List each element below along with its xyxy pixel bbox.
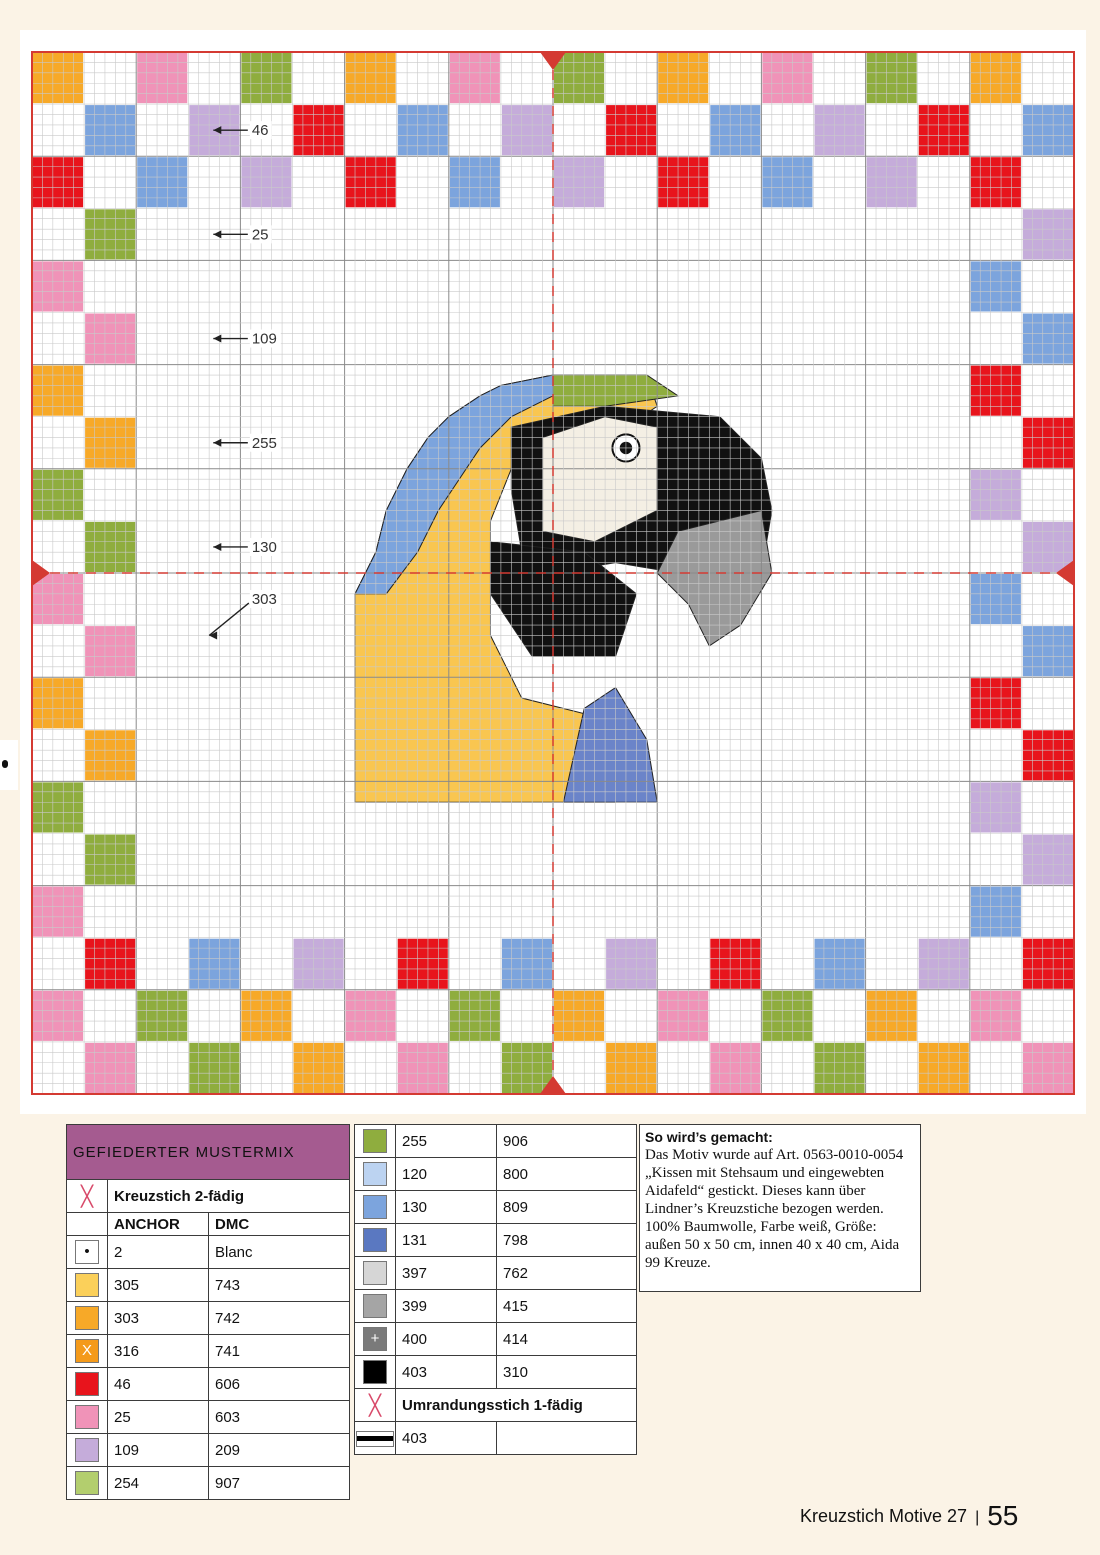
border-block bbox=[33, 678, 83, 728]
swatch-symbol bbox=[364, 1229, 386, 1251]
border-block bbox=[85, 522, 135, 572]
border-block bbox=[1023, 835, 1073, 885]
anchor-code: 120 bbox=[396, 1158, 497, 1191]
swatch-symbol bbox=[364, 1130, 386, 1152]
chart-svg bbox=[20, 30, 1086, 1114]
border-block bbox=[867, 991, 917, 1041]
swatch-symbol: + bbox=[370, 1330, 380, 1347]
anchor-code: 46 bbox=[108, 1368, 209, 1401]
outline-dmc bbox=[497, 1422, 637, 1455]
border-block bbox=[1023, 730, 1073, 780]
dmc-code: 741 bbox=[209, 1335, 350, 1368]
border-block bbox=[554, 991, 604, 1041]
callout-label: 303 bbox=[251, 591, 277, 609]
swatch-symbol bbox=[364, 1262, 386, 1284]
anchor-code: 2 bbox=[108, 1236, 209, 1269]
legend-row bbox=[67, 1434, 350, 1467]
border-block bbox=[85, 314, 135, 364]
anchor-code: 403 bbox=[396, 1356, 497, 1389]
border-block bbox=[502, 939, 552, 989]
border-block bbox=[762, 991, 812, 1041]
border-block bbox=[554, 53, 604, 103]
legend-row bbox=[355, 1257, 637, 1290]
legend-table-left bbox=[66, 1124, 350, 1500]
legend-row bbox=[67, 1269, 350, 1302]
border-block bbox=[867, 157, 917, 207]
legend-row bbox=[355, 1191, 637, 1224]
legend-row bbox=[355, 1356, 637, 1389]
legend-row bbox=[355, 1125, 637, 1158]
color-swatch bbox=[363, 1294, 387, 1318]
border-block bbox=[189, 939, 239, 989]
anchor-code: 397 bbox=[396, 1257, 497, 1290]
color-swatch bbox=[363, 1327, 387, 1351]
border-block bbox=[85, 939, 135, 989]
dmc-code: 209 bbox=[209, 1434, 350, 1467]
dmc-column-header: DMC bbox=[209, 1213, 350, 1236]
dmc-code: 762 bbox=[497, 1257, 637, 1290]
border-block bbox=[137, 53, 187, 103]
border-block bbox=[33, 887, 83, 937]
cross-stitch-chart bbox=[20, 30, 1086, 1114]
border-block bbox=[33, 991, 83, 1041]
border-block bbox=[33, 366, 83, 416]
dmc-code: 603 bbox=[209, 1401, 350, 1434]
border-block bbox=[137, 157, 187, 207]
border-block bbox=[762, 53, 812, 103]
page-edge-mark bbox=[0, 740, 18, 790]
legend-outline-color-row bbox=[355, 1422, 637, 1455]
legend-table-right bbox=[354, 1124, 637, 1455]
border-block bbox=[919, 1043, 969, 1093]
dmc-code: 800 bbox=[497, 1158, 637, 1191]
color-swatch bbox=[75, 1240, 99, 1264]
anchor-column-header: ANCHOR bbox=[108, 1213, 209, 1236]
border-block bbox=[502, 105, 552, 155]
border-block bbox=[33, 782, 83, 832]
border-block bbox=[346, 157, 396, 207]
border-block bbox=[971, 574, 1021, 624]
border-block bbox=[450, 157, 500, 207]
border-block bbox=[658, 991, 708, 1041]
border-block bbox=[710, 105, 760, 155]
legend-row bbox=[67, 1368, 350, 1401]
border-block bbox=[1023, 314, 1073, 364]
border-block bbox=[606, 105, 656, 155]
border-block bbox=[137, 991, 187, 1041]
border-block bbox=[85, 626, 135, 676]
border-block bbox=[606, 1043, 656, 1093]
color-swatch bbox=[363, 1228, 387, 1252]
footer-separator: | bbox=[975, 1509, 980, 1526]
swatch-symbol: • bbox=[84, 1243, 90, 1260]
legend-row bbox=[355, 1224, 637, 1257]
cross-stitch-icon: ╳ bbox=[80, 1185, 94, 1208]
outline-anchor: 403 bbox=[396, 1422, 497, 1455]
dmc-code: 606 bbox=[209, 1368, 350, 1401]
border-block bbox=[815, 105, 865, 155]
swatch-symbol bbox=[76, 1406, 98, 1428]
border-block bbox=[33, 261, 83, 311]
border-block bbox=[658, 157, 708, 207]
swatch-symbol bbox=[76, 1373, 98, 1395]
swatch-symbol bbox=[76, 1472, 98, 1494]
dmc-code: 415 bbox=[497, 1290, 637, 1323]
swatch-symbol bbox=[76, 1307, 98, 1329]
border-block bbox=[33, 470, 83, 520]
color-swatch bbox=[363, 1261, 387, 1285]
border-block bbox=[815, 939, 865, 989]
border-block bbox=[971, 53, 1021, 103]
border-block bbox=[294, 105, 344, 155]
anchor-code: 400 bbox=[396, 1323, 497, 1356]
border-block bbox=[762, 157, 812, 207]
legend-stitch-row bbox=[67, 1180, 350, 1213]
border-block bbox=[1023, 939, 1073, 989]
border-block bbox=[398, 105, 448, 155]
border-block bbox=[346, 991, 396, 1041]
border-block bbox=[971, 366, 1021, 416]
border-block bbox=[919, 939, 969, 989]
border-block bbox=[1023, 522, 1073, 572]
outline-stitch-icon: ╳ bbox=[368, 1394, 382, 1417]
swatch-symbol bbox=[76, 1274, 98, 1296]
border-block bbox=[971, 470, 1021, 520]
swatch-symbol bbox=[364, 1361, 386, 1383]
anchor-code: 305 bbox=[108, 1269, 209, 1302]
legend-outline-label: Umrandungsstich 1-fädig bbox=[396, 1389, 637, 1422]
border-block bbox=[33, 157, 83, 207]
instructions-box bbox=[639, 1124, 921, 1292]
border-block bbox=[1023, 209, 1073, 259]
color-swatch bbox=[75, 1372, 99, 1396]
color-swatch bbox=[75, 1339, 99, 1363]
border-block bbox=[1023, 626, 1073, 676]
border-block bbox=[85, 835, 135, 885]
swatch-symbol bbox=[76, 1439, 98, 1461]
border-block bbox=[1023, 418, 1073, 468]
border-block bbox=[85, 418, 135, 468]
color-swatch bbox=[75, 1306, 99, 1330]
border-block bbox=[241, 157, 291, 207]
callout-label: 109 bbox=[251, 330, 277, 348]
border-block bbox=[554, 157, 604, 207]
border-block bbox=[971, 991, 1021, 1041]
color-swatch bbox=[363, 1129, 387, 1153]
callout-label: 46 bbox=[251, 122, 269, 140]
anchor-code: 399 bbox=[396, 1290, 497, 1323]
callout-label: 25 bbox=[251, 226, 269, 244]
border-block bbox=[450, 53, 500, 103]
border-block bbox=[33, 53, 83, 103]
color-swatch bbox=[75, 1273, 99, 1297]
border-block bbox=[658, 53, 708, 103]
dmc-code: 742 bbox=[209, 1302, 350, 1335]
anchor-code: 316 bbox=[108, 1335, 209, 1368]
border-block bbox=[867, 53, 917, 103]
callout-label: 130 bbox=[251, 538, 277, 556]
anchor-code: 109 bbox=[108, 1434, 209, 1467]
border-block bbox=[85, 730, 135, 780]
color-swatch bbox=[75, 1471, 99, 1495]
anchor-code: 255 bbox=[396, 1125, 497, 1158]
anchor-code: 130 bbox=[396, 1191, 497, 1224]
border-block bbox=[450, 991, 500, 1041]
color-swatch bbox=[75, 1438, 99, 1462]
border-block bbox=[502, 1043, 552, 1093]
instructions-title: So wird’s gemacht: bbox=[645, 1129, 773, 1145]
color-swatch bbox=[75, 1405, 99, 1429]
border-block bbox=[606, 939, 656, 989]
border-block bbox=[1023, 1043, 1073, 1093]
color-swatch bbox=[363, 1360, 387, 1384]
border-block bbox=[346, 53, 396, 103]
border-block bbox=[85, 105, 135, 155]
legend-row bbox=[67, 1335, 350, 1368]
swatch-symbol: X bbox=[81, 1342, 92, 1359]
dmc-code: 414 bbox=[497, 1323, 637, 1356]
anchor-code: 303 bbox=[108, 1302, 209, 1335]
border-block bbox=[971, 678, 1021, 728]
swatch-symbol bbox=[364, 1196, 386, 1218]
anchor-code: 254 bbox=[108, 1467, 209, 1500]
instructions-body: Das Motiv wurde auf Art. 0563-0010-0054 „Kissen mit Stehsaum und eingewebten Aidafeld“ gestickt. Dieses kann über Lindner’s Kreuzstiche bezogen werden. 100% Baumwolle, Farbe weiß, Größe: außen 50 x 50 cm, innen 40 x 40 cm, Aida 99 Kreuze. bbox=[645, 1147, 904, 1271]
border-block bbox=[710, 939, 760, 989]
color-swatch bbox=[363, 1195, 387, 1219]
swatch-symbol bbox=[364, 1295, 386, 1317]
border-block bbox=[294, 939, 344, 989]
dmc-code: 809 bbox=[497, 1191, 637, 1224]
anchor-code: 131 bbox=[396, 1224, 497, 1257]
legend-row bbox=[355, 1290, 637, 1323]
border-block bbox=[919, 105, 969, 155]
color-swatch bbox=[363, 1162, 387, 1186]
swatch-symbol bbox=[364, 1163, 386, 1185]
border-block bbox=[971, 157, 1021, 207]
border-block bbox=[241, 53, 291, 103]
border-block bbox=[241, 991, 291, 1041]
legend-row bbox=[67, 1236, 350, 1269]
dmc-code: 798 bbox=[497, 1224, 637, 1257]
border-block bbox=[294, 1043, 344, 1093]
border-block bbox=[85, 1043, 135, 1093]
page-number: 55 bbox=[987, 1500, 1019, 1531]
border-block bbox=[33, 574, 83, 624]
legend-row bbox=[67, 1302, 350, 1335]
legend-row bbox=[355, 1158, 637, 1191]
legend-outline-row bbox=[355, 1389, 637, 1422]
legend-row bbox=[67, 1401, 350, 1434]
border-block bbox=[971, 887, 1021, 937]
border-block bbox=[971, 782, 1021, 832]
legend-column-headers bbox=[67, 1213, 350, 1236]
border-block bbox=[710, 1043, 760, 1093]
dmc-code: 310 bbox=[497, 1356, 637, 1389]
border-block bbox=[398, 1043, 448, 1093]
legend-title-row bbox=[67, 1125, 350, 1180]
anchor-code: 25 bbox=[108, 1401, 209, 1434]
legend-row bbox=[355, 1323, 637, 1356]
callout-label: 255 bbox=[251, 434, 277, 452]
legend-stitch-label: Kreuzstich 2-fädig bbox=[108, 1180, 350, 1213]
border-block bbox=[189, 1043, 239, 1093]
legend-row bbox=[67, 1467, 350, 1500]
border-block bbox=[1023, 105, 1073, 155]
magazine-title: Kreuzstich Motive 27 bbox=[800, 1506, 968, 1526]
dmc-code: 906 bbox=[497, 1125, 637, 1158]
outline-line-swatch bbox=[356, 1431, 394, 1447]
page-footer bbox=[800, 1500, 1018, 1532]
legend-title: GEFIEDERTER MUSTERMIX bbox=[67, 1125, 350, 1180]
dmc-code: 743 bbox=[209, 1269, 350, 1302]
dmc-code: Blanc bbox=[209, 1236, 350, 1269]
border-block bbox=[85, 209, 135, 259]
dmc-code: 907 bbox=[209, 1467, 350, 1500]
border-block bbox=[398, 939, 448, 989]
border-block bbox=[815, 1043, 865, 1093]
border-block bbox=[971, 261, 1021, 311]
